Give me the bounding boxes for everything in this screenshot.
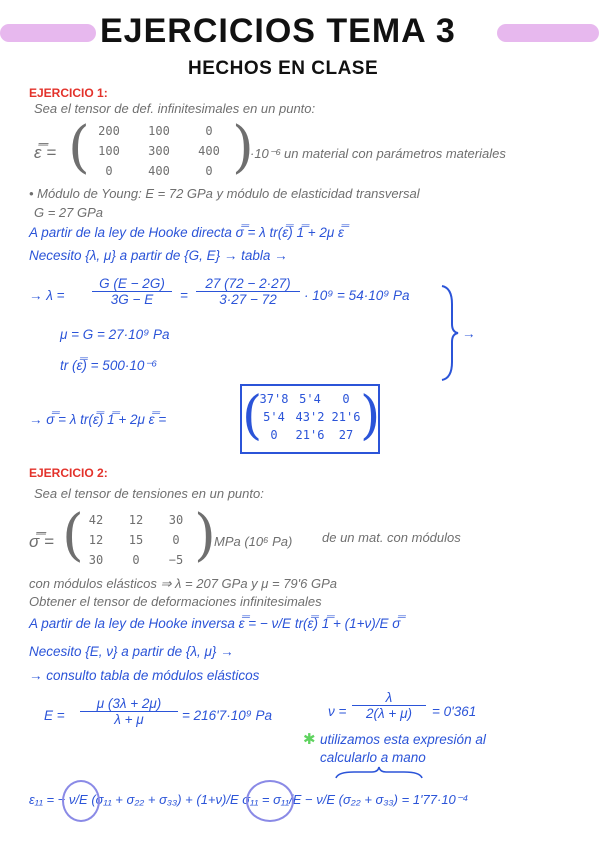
circle-highlight-one-plus-nu [246, 780, 294, 822]
ex1-lambda-fraction-values [196, 276, 300, 307]
matrix-cell: 0 [205, 124, 213, 138]
ex1-matrix-left-paren: ( [68, 115, 90, 180]
ex1-trace: tr (ε̿) = 500·10⁻⁶ [60, 358, 158, 373]
matrix-cell: 0 [342, 392, 350, 406]
fraction-denominator: λ + μ [114, 712, 144, 727]
ex2-hooke-inverse: A partir de la ley de Hooke inversa ε̿ = − ν/E tr(ε̿) 1̿ + (1+ν)/E σ̿ [29, 616, 401, 631]
ex1-lambda-lhs: → λ = [29, 288, 65, 303]
fraction-numerator: G (E − 2G) [92, 276, 172, 292]
matrix-cell: 43'2 [295, 410, 325, 424]
ex2-intro: Sea el tensor de tensiones en un punto: [34, 486, 264, 501]
ex2-matrix-left-paren: ( [62, 503, 84, 568]
ex1-hooke-law: A partir de la ley de Hooke directa σ̿ = λ tr(ε̿) 1̿ + 2μ ε̿ [29, 225, 344, 240]
ex1-strain-matrix [84, 124, 234, 178]
fraction-denominator: 2(λ + μ) [366, 706, 412, 721]
matrix-cell: 30 [168, 513, 184, 527]
fraction-denominator: 3·27 − 72 [219, 292, 277, 307]
matrix-cell: 0 [205, 164, 213, 178]
page-title: EJERCICIOS TEMA 3 [100, 12, 456, 50]
ex2-E-result: = 216'7·10⁹ Pa [182, 708, 273, 723]
ex2-units: MPa (10⁶ Pa) [214, 534, 293, 549]
ex1-young-modulus: • Módulo de Young: E = 72 GPa y módulo de elasticidad transversal [29, 186, 420, 201]
matrix-cell: 200 [98, 124, 120, 138]
ex2-strain-eps11: ε₁₁ = − ν/E (σ₁₁ + σ₂₂ + σ₃₃) + (1+ν)/E σ₁₁ = σ₁₁/E − ν/E (σ₂₂ + σ₃₃) = 1'77·10⁻⁴ [29, 792, 469, 807]
page-subtitle: HECHOS EN CLASE [188, 58, 379, 79]
ex1-mu: μ = G = 27·10⁹ Pa [60, 327, 170, 342]
exercise-2-heading: EJERCICIO 2: [29, 466, 108, 480]
matrix-cell: 0 [105, 164, 113, 178]
ex2-nu-fraction [352, 690, 426, 721]
ex1-result-lhs: → σ̿ = λ tr(ε̿) 1̿ + 2μ ε̿ = [29, 412, 167, 427]
matrix-cell: 21'6 [295, 428, 325, 442]
ex2-consult-table: → consulto tabla de módulos elásticos [29, 668, 260, 683]
matrix-cell: 12 [128, 513, 144, 527]
matrix-cell: 400 [198, 144, 220, 158]
ex1-right-brace [440, 284, 460, 382]
matrix-cell: 100 [98, 144, 120, 158]
fraction-numerator: 27 (72 − 2·27) [196, 276, 300, 292]
ex2-task: Obtener el tensor de deformaciones infinitesimales [29, 594, 322, 609]
matrix-cell: 300 [148, 144, 170, 158]
header-banner-right [497, 24, 599, 42]
matrix-cell: 30 [88, 553, 104, 567]
star-icon: ✱ [303, 731, 316, 748]
ex2-E-lhs: E = [44, 708, 65, 723]
ex1-brace-arrow: → [462, 326, 476, 341]
ex2-nu-lhs: ν = [328, 704, 347, 719]
ex1-intro: Sea el tensor de def. infinitesimales en un punto: [34, 101, 316, 116]
ex1-result-box [240, 384, 380, 454]
result-right-paren: ) [360, 386, 381, 446]
ex2-matrix-note: de un mat. con módulos [322, 530, 461, 545]
matrix-cell: 12 [88, 533, 104, 547]
matrix-cell: 42 [88, 513, 104, 527]
ex2-nu-result: = 0'361 [432, 704, 477, 719]
matrix-cell: −5 [168, 553, 184, 567]
ex2-matrix-right-paren: ) [194, 503, 216, 568]
ex1-scale: ·10⁻⁶ [250, 146, 282, 161]
ex2-tensor-symbol: σ̿ = [29, 532, 54, 551]
matrix-cell: 0 [270, 428, 278, 442]
ex1-result-matrix [256, 392, 364, 442]
fraction-numerator: μ (3λ + 2μ) [80, 696, 178, 712]
ex1-lambda-result: · 10⁹ = 54·10⁹ Pa [304, 288, 410, 303]
matrix-cell: 0 [132, 553, 140, 567]
ex1-tensor-symbol: ε̿ = [34, 143, 57, 162]
ex1-shear-modulus: G = 27 GPa [34, 205, 104, 220]
ex1-lambda-fraction [92, 276, 172, 307]
matrix-cell: 21'6 [331, 410, 361, 424]
ex2-need-params: Necesito {E, ν} a partir de {λ, μ} → [29, 644, 234, 659]
matrix-cell: 400 [148, 164, 170, 178]
ex2-note-line-1: utilizamos esta expresión al [320, 732, 486, 747]
ex2-moduli: con módulos elásticos ⇒ λ = 207 GPa y μ = 79'6 GPa [29, 576, 338, 591]
matrix-cell: 5'4 [263, 410, 285, 424]
matrix-cell: 37'8 [259, 392, 289, 406]
matrix-cell: 100 [148, 124, 170, 138]
result-left-paren: ( [242, 386, 263, 446]
header-banner-left [0, 24, 96, 42]
circle-highlight-nu-over-E [62, 780, 100, 822]
fraction-numerator: λ [352, 690, 426, 706]
exercise-1-heading: EJERCICIO 1: [29, 86, 108, 100]
matrix-cell: 15 [128, 533, 144, 547]
matrix-cell: 0 [172, 533, 180, 547]
ex2-E-fraction [80, 696, 178, 727]
ex2-note-line-2: calcularlo a mano [320, 750, 426, 765]
fraction-denominator: 3G − E [110, 292, 154, 307]
ex1-matrix-note: un material con parámetros materiales [284, 146, 506, 161]
matrix-cell: 27 [338, 428, 354, 442]
matrix-cell: 5'4 [299, 392, 321, 406]
ex2-stress-matrix [76, 513, 196, 567]
ex1-lambda-equals: = [180, 288, 188, 303]
ex1-matrix-right-paren: ) [232, 115, 254, 180]
ex1-need-params: Necesito {λ, μ} a partir de {G, E} → tabla → [29, 248, 288, 263]
ex2-overbrace [334, 766, 424, 780]
